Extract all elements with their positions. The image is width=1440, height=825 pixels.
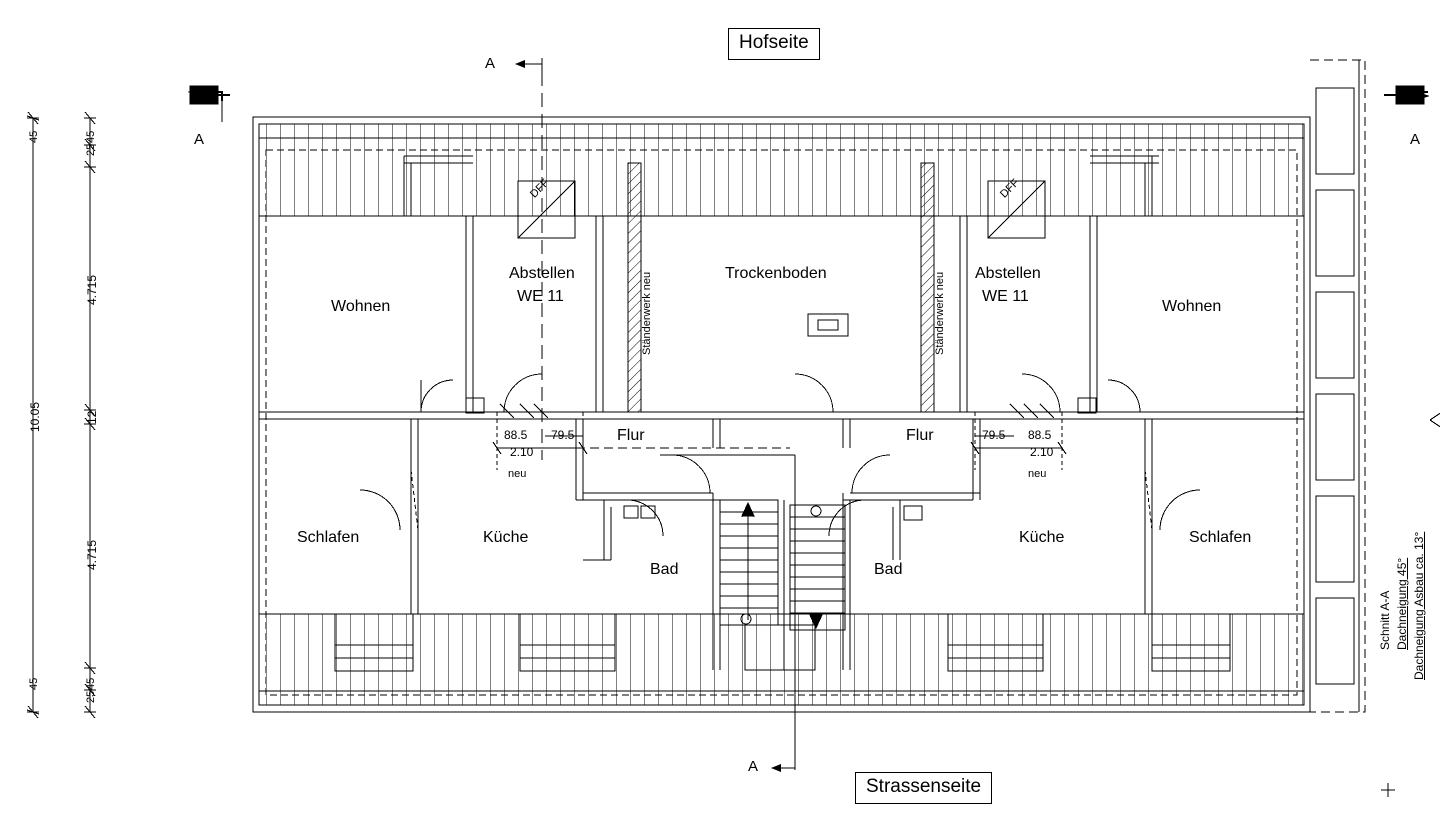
room-label-flur-left: Flur	[617, 427, 645, 444]
dim-seg-4715-top: 4.715	[85, 274, 99, 305]
room-label-kueche-right: Küche	[1019, 529, 1065, 546]
section-letter-top-inner: A	[485, 55, 496, 72]
opening-left-width-2: 79.5	[551, 428, 575, 442]
staenderwerk-right-label: Ständerwerk neu	[934, 271, 946, 355]
dim-seg-12: 12	[85, 410, 99, 424]
dim-outer-25-top: 25	[85, 143, 97, 156]
section-letter-bottom: A	[748, 758, 759, 775]
room-label-wohnen-left: Wohnen	[331, 298, 391, 315]
note-dachneigung-45: Dachneigung 45°	[1395, 557, 1409, 650]
staenderwerk-left-label: Ständerwerk neu	[641, 271, 653, 355]
title-hofseite: Hofseite	[728, 28, 820, 60]
dim-bottom-45: 45	[85, 677, 97, 690]
room-label-abstellen-right: Abstellen	[975, 265, 1041, 282]
room-label-abstellen-left-we: WE 11	[517, 288, 564, 305]
room-label-abstellen-right-we: WE 11	[982, 288, 1029, 305]
room-label-schlafen-left: Schlafen	[297, 529, 360, 546]
room-label-wohnen-right: Wohnen	[1162, 298, 1222, 315]
note-dachneigung-asbau: Dachneigung Asbau ca. 13°	[1412, 531, 1426, 680]
note-schnitt-aa: Schnitt A-A	[1378, 590, 1392, 650]
opening-right-height: 2.10	[1030, 445, 1054, 459]
opening-left-width-1: 88.5	[504, 428, 528, 442]
room-label-abstellen-left: Abstellen	[509, 265, 575, 282]
dff-right-label: DFF	[998, 176, 1022, 201]
room-label-flur-right: Flur	[906, 427, 934, 444]
room-label-kueche-left: Küche	[483, 529, 529, 546]
dff-left-label: DFF	[528, 176, 552, 201]
opening-right-width-2: 88.5	[1028, 428, 1052, 442]
dim-outer-45-top2: 45	[85, 130, 97, 143]
room-label-trockenboden: Trockenboden	[725, 265, 827, 282]
title-strassenseite: Strassenseite	[855, 772, 992, 804]
dim-outer-45-top: 45	[28, 130, 40, 143]
dim-bottom-45-outer: 45	[28, 677, 40, 690]
opening-left-note: neu	[508, 468, 527, 480]
room-label-bad-right: Bad	[874, 561, 903, 578]
room-label-schlafen-right: Schlafen	[1189, 529, 1252, 546]
dim-overall: 10.05	[28, 401, 42, 432]
dim-seg-4715-bottom: 4.715	[85, 539, 99, 570]
dim-bottom-25: 25	[85, 690, 97, 703]
section-letter-right-outer: A	[1410, 131, 1421, 148]
opening-left-height: 2.10	[510, 445, 534, 459]
opening-right-note: neu	[1028, 468, 1047, 480]
room-label-bad-left: Bad	[650, 561, 679, 578]
section-letter-left-outer: A	[194, 131, 205, 148]
opening-right-width-1: 79.5	[982, 428, 1006, 442]
